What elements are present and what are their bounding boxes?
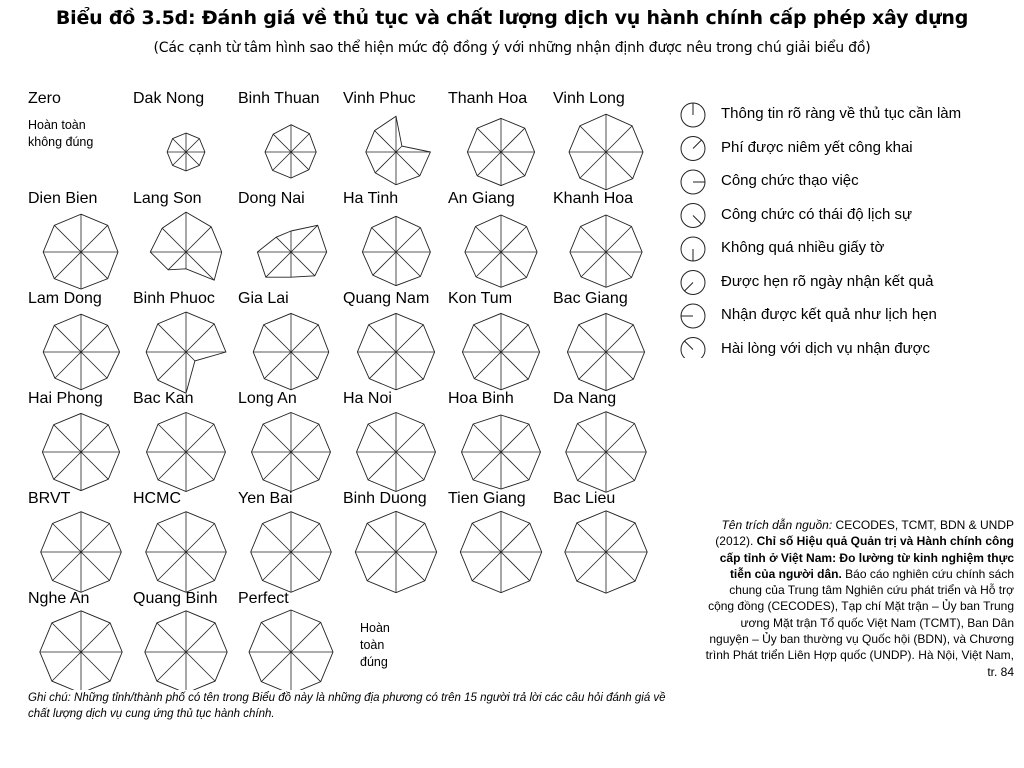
star-spoke	[501, 152, 525, 176]
star-spoke	[291, 152, 309, 170]
star-spoke	[263, 424, 291, 452]
province-label: Yen Bai	[238, 490, 293, 507]
star-binh-phuoc	[146, 312, 226, 393]
star-spoke	[52, 652, 81, 681]
star-hai-phong	[42, 413, 119, 490]
star-spoke	[606, 352, 633, 379]
star-bac-lieu	[565, 511, 647, 593]
source-authors: CECODES, TCMT, BDN & UNDP (2012).	[715, 518, 1014, 549]
star-spoke	[367, 523, 396, 552]
star-spoke	[473, 424, 501, 452]
province-label: Nghe An	[28, 590, 90, 607]
province-label: Thanh Hoa	[448, 90, 528, 107]
star-spoke	[396, 325, 423, 352]
star-spoke	[173, 139, 186, 152]
source-book: Chỉ số Hiệu quả Quản trị và Hành chính công cấp tỉnh ở Việt Nam: Đo lường từ kinh nghiệm thực tiễn của người dân.	[719, 534, 1014, 581]
province-label: Quang Binh	[133, 590, 218, 607]
star-spoke	[606, 452, 635, 481]
province-label: Ha Noi	[343, 390, 392, 407]
star-long-an	[252, 413, 331, 492]
province-label: Dak Nong	[133, 90, 205, 107]
star-spoke	[54, 252, 81, 279]
star-spoke	[186, 139, 199, 152]
star-spoke	[291, 225, 318, 252]
province-label: Bac Lieu	[553, 490, 616, 507]
star-spoke	[158, 452, 186, 480]
star-dong-nai	[257, 225, 326, 277]
star-spoke	[81, 425, 108, 452]
star-spoke	[264, 352, 291, 379]
province-label: Long An	[238, 390, 297, 407]
star-spoke	[375, 131, 396, 152]
star-spoke	[291, 552, 320, 581]
star-spoke	[291, 134, 309, 152]
star-spoke	[501, 452, 529, 480]
star-dak-nong	[167, 133, 205, 171]
province-label: Dong Nai	[238, 190, 305, 207]
star-spoke	[578, 452, 607, 481]
star-spoke	[291, 252, 315, 276]
star-spoke	[162, 228, 186, 252]
chart-subtitle: (Các cạnh từ tâm hình sao thể hiện mức độ đồng ý với những nhận định được nêu trong chú giải biểu đồ)	[153, 40, 871, 56]
star-spoke	[501, 424, 529, 452]
star-spoke	[369, 325, 396, 352]
star-spoke	[266, 252, 291, 277]
star-spoke	[168, 252, 186, 270]
star-spoke	[273, 134, 291, 152]
star-spoke	[578, 424, 607, 453]
star-spoke	[186, 252, 214, 280]
star-spoke	[473, 452, 501, 480]
star-spoke	[396, 523, 425, 552]
star-hcmc	[146, 512, 227, 593]
star-spoke	[606, 325, 633, 352]
star-spoke	[158, 324, 186, 352]
star-spoke	[368, 424, 396, 452]
star-spoke	[577, 523, 606, 552]
province-label: Quang Nam	[343, 290, 430, 307]
star-spoke	[606, 126, 632, 152]
star-spoke	[606, 252, 632, 278]
star-perfect	[249, 610, 333, 690]
province-label: Dien Bien	[28, 190, 98, 207]
star-spoke	[579, 325, 606, 352]
star-spoke	[396, 552, 425, 581]
star-spoke	[291, 652, 321, 682]
star-spoke	[81, 352, 107, 378]
star-ha-tinh	[362, 216, 430, 285]
legend-label: Phí được niêm yết công khai	[721, 138, 913, 156]
star-spoke	[264, 325, 291, 352]
star-spoke	[291, 352, 318, 379]
star-spoke	[157, 652, 186, 681]
province-label: Zero	[28, 90, 61, 107]
province-label: Binh Thuan	[238, 90, 320, 107]
legend-label: Hài lòng với dịch vụ nhận được	[721, 339, 930, 357]
star-spoke	[580, 152, 606, 178]
star-spoke	[54, 325, 81, 352]
star-bac-giang	[567, 313, 644, 390]
star-spoke	[81, 225, 108, 252]
star-vinh-phuc	[366, 116, 431, 185]
star-spoke	[158, 552, 187, 581]
perfect-note: Hoàn toàn đúng	[360, 621, 390, 669]
star-spoke	[81, 252, 108, 279]
star-outline	[366, 116, 431, 185]
star-spoke	[501, 523, 530, 552]
star-spoke	[606, 523, 635, 552]
star-spoke	[54, 225, 81, 252]
chart-title: Biểu đồ 3.5d: Đánh giá về thủ tục và chất lượng dịch vụ hành chính cấp phép xây dựng	[55, 7, 969, 29]
star-spoke	[477, 152, 501, 176]
star-spoke	[472, 552, 501, 581]
star-spoke	[367, 552, 396, 581]
star-spoke	[54, 425, 81, 452]
star-spoke	[186, 652, 215, 681]
star-spoke	[396, 424, 424, 452]
star-spoke	[501, 128, 525, 152]
province-label: BRVT	[28, 490, 71, 507]
star-bac-kan	[147, 413, 226, 492]
source-rest: Báo cáo nghiên cứu chính sách chung của Trung tâm Nghiên cứu phát triển và Hỗ trợ cộng đồng (CECODES), Tạp chí Mặt trận – Ủy ban Trung ương Mặt trận Tổ quốc Việt Nam (TCMT), Ban Dân nguyện – Ủy ban thường vụ Quốc hội (BDN), và Chương trình Phát triển Liên Hợp quốc (UNDP). Hà Nội, Việt Nam, tr. 84	[705, 566, 1014, 679]
star-spoke	[581, 252, 606, 277]
source-lead: Tên trích dẫn nguồn:	[721, 518, 833, 532]
star-spoke	[577, 552, 606, 581]
star-brvt	[41, 512, 122, 593]
star-spoke	[477, 128, 501, 152]
star-yen-bai	[251, 512, 332, 593]
province-label: Binh Duong	[343, 490, 427, 507]
star-spoke	[263, 524, 292, 553]
star-spoke	[81, 452, 108, 479]
star-spoke	[501, 325, 528, 352]
zero-note: Hoàn toàn không đúng	[28, 118, 94, 149]
star-spoke	[291, 622, 321, 652]
province-label: Lang Son	[133, 190, 202, 207]
star-binh-thuan	[265, 125, 316, 178]
star-spoke	[581, 227, 607, 253]
star-spoke	[81, 524, 110, 553]
star-spoke	[375, 152, 396, 173]
star-spoke	[373, 252, 396, 275]
province-label: Khanh Hoa	[553, 190, 634, 207]
province-label: Bac Giang	[553, 290, 628, 307]
star-spoke	[580, 126, 606, 152]
star-spoke	[606, 424, 635, 453]
star-spoke	[261, 652, 291, 682]
star-spoke	[501, 252, 527, 278]
source-citation	[700, 517, 1014, 680]
star-spoke	[186, 227, 211, 252]
star-an-giang	[465, 215, 537, 287]
star-spoke	[186, 152, 199, 165]
star-spoke	[368, 452, 396, 480]
star-spoke	[501, 227, 527, 253]
star-spoke	[81, 623, 110, 652]
star-spoke	[263, 552, 292, 581]
province-label: Kon Tum	[448, 290, 513, 307]
province-label: HCMC	[133, 490, 181, 507]
star-lam-dong	[43, 314, 119, 390]
star-spoke	[261, 622, 291, 652]
star-spoke	[54, 452, 81, 479]
star-spoke	[396, 152, 420, 176]
legend-label: Công chức có thái độ lịch sự	[721, 205, 913, 223]
star-spoke	[396, 252, 420, 276]
star-spoke	[186, 424, 214, 452]
star-spoke	[291, 452, 319, 480]
star-spoke	[186, 524, 215, 553]
province-label: Tien Giang	[448, 490, 526, 507]
province-label: Ha Tinh	[343, 190, 399, 207]
star-spoke	[158, 424, 186, 452]
star-spoke	[186, 623, 215, 652]
star-spoke	[173, 152, 186, 165]
star-spoke	[55, 352, 81, 378]
legend-label: Thông tin rõ ràng về thủ tục cần làm	[721, 105, 962, 122]
legend-label: Công chức thạo việc	[721, 172, 859, 189]
star-tien-giang	[460, 511, 541, 592]
star-spoke	[369, 352, 396, 379]
star-spoke	[158, 352, 186, 380]
star-ha-noi	[357, 413, 436, 492]
footnote: Ghi chú: Những tỉnh/thành phố có tên trong Biểu đồ này là những địa phương có trên 15 người trả lời các câu hỏi đánh giá về chất lượng dịch vụ cung ứng thủ tục hành chính.	[28, 692, 666, 720]
star-spoke	[81, 325, 108, 352]
star-spoke	[476, 252, 501, 277]
legend-label: Không quá nhiều giấy tờ	[721, 239, 885, 256]
star-spoke	[157, 623, 186, 652]
star-spoke	[606, 227, 632, 253]
province-label: Lam Dong	[28, 290, 102, 307]
star-binh-duong	[355, 511, 436, 592]
province-label: Da Nang	[553, 390, 617, 407]
star-spoke	[396, 146, 402, 152]
legend-label: Được hẹn rõ ngày nhận kết quả	[721, 272, 934, 290]
star-spoke	[579, 352, 606, 379]
star-spoke	[606, 152, 633, 179]
star-hoa-binh	[462, 415, 541, 489]
star-spoke	[472, 523, 501, 552]
star-spoke	[81, 552, 110, 581]
star-spoke	[474, 325, 501, 352]
star-spoke	[396, 452, 424, 480]
star-spoke	[396, 352, 423, 379]
legend-label: Nhận được kết quả như lịch hẹn	[721, 306, 937, 323]
province-label: Hoa Binh	[448, 390, 514, 407]
star-spoke	[186, 552, 215, 581]
star-quang-nam	[357, 313, 434, 389]
star-spoke	[158, 524, 187, 553]
legend-icons	[676, 98, 712, 358]
star-spoke	[53, 524, 82, 553]
star-spoke	[291, 325, 318, 352]
star-lang-son	[150, 212, 221, 280]
star-vinh-long	[569, 114, 643, 190]
star-quang-binh	[145, 611, 227, 690]
legend-circle	[681, 338, 705, 359]
star-spoke	[396, 228, 420, 252]
star-kon-tum	[462, 313, 539, 389]
star-spoke	[474, 352, 501, 379]
star-spoke	[606, 552, 635, 581]
province-label: Bac Kan	[133, 390, 194, 407]
star-spoke	[476, 227, 502, 253]
star-spoke	[291, 524, 320, 553]
star-nghe-an	[40, 611, 122, 690]
star-spoke	[273, 152, 291, 170]
star-spoke	[501, 552, 530, 581]
star-spoke	[81, 652, 110, 681]
star-gia-lai	[253, 313, 329, 389]
star-dien-bien	[43, 214, 118, 289]
star-spoke	[263, 452, 291, 480]
star-khanh-hoa	[570, 215, 642, 287]
star-da-nang	[566, 412, 647, 493]
star-spoke	[501, 352, 528, 379]
star-spoke	[291, 424, 319, 452]
star-spoke	[186, 452, 214, 480]
province-label: Vinh Long	[553, 90, 625, 107]
province-label: Hai Phong	[28, 390, 103, 407]
star-spoke	[186, 352, 195, 361]
province-label: Perfect	[238, 590, 289, 607]
star-spoke	[186, 324, 214, 352]
province-label: Binh Phuoc	[133, 290, 215, 307]
star-spoke	[52, 623, 81, 652]
star-spoke	[276, 237, 291, 252]
province-label: Gia Lai	[238, 290, 289, 307]
star-spoke	[372, 228, 396, 252]
star-thanh-hoa	[467, 118, 534, 185]
province-label: An Giang	[448, 190, 515, 207]
province-label: Vinh Phuc	[343, 90, 416, 107]
star-spoke	[53, 552, 82, 581]
